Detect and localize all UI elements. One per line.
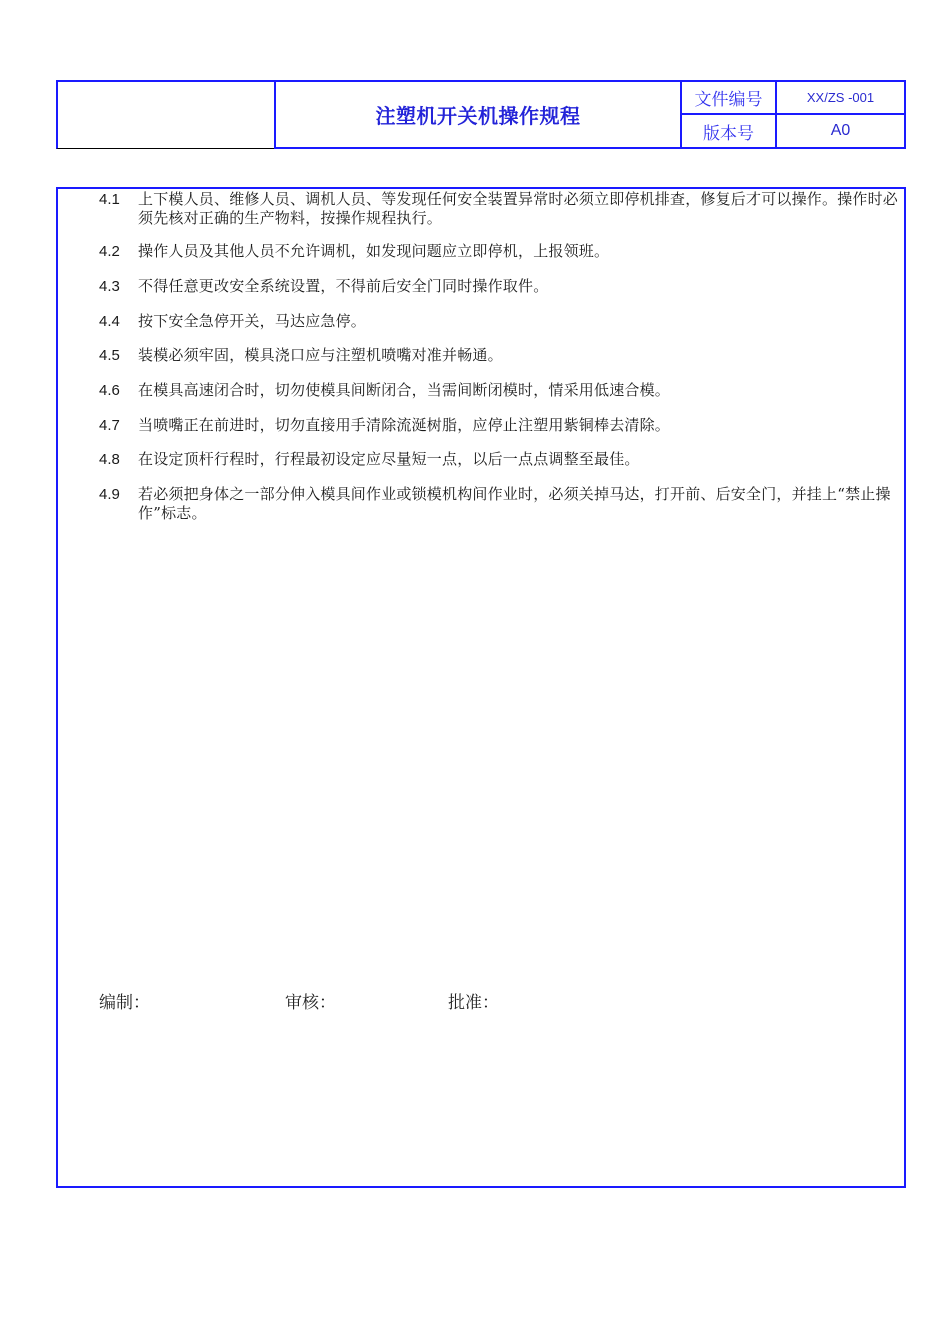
item-text: 在设定顶杆行程时，行程最初设定应尽量短一点，以后一点点调整至最佳。 xyxy=(138,450,640,468)
item-text: 按下安全急停开关，马达应急停。 xyxy=(138,312,367,330)
content-frame xyxy=(56,187,906,1188)
document-header xyxy=(56,80,906,149)
item-number: 4.4 xyxy=(99,313,120,330)
item-text: 装模必须牢固，模具浇口应与注塑机喷嘴对准并畅通。 xyxy=(138,346,503,364)
title-cell xyxy=(274,80,682,149)
item-number: 4.3 xyxy=(99,278,120,295)
reviewed-by-label: 审核： xyxy=(285,993,336,1013)
approved-by-label: 批准： xyxy=(448,993,499,1013)
item-text: 操作人员及其他人员不允许调机，如发现问题应立即停机，上报领班。 xyxy=(138,242,610,260)
item-number: 4.2 xyxy=(99,243,120,260)
item-text: 若必须把身体之一部分伸入模具间作业或锁模机构间作业时，必须关掉马达，打开前、后安全门，并挂上“禁止操作”标志。 xyxy=(138,485,891,522)
doc-number-value: XX/ZS -001 xyxy=(775,80,906,115)
logo-cell xyxy=(56,80,276,149)
item-text: 上下模人员、维修人员、调机人员、等发现任何安全装置异常时必须立即停机排查，修复后才可以操作。操作时必须先核对正确的生产物料，按操作规程执行。 xyxy=(138,190,899,227)
item-text: 不得任意更改安全系统设置，不得前后安全门同时操作取件。 xyxy=(138,277,549,295)
item-number: 4.7 xyxy=(99,417,120,434)
item-text: 当喷嘴正在前进时，切勿直接用手清除流涎树脂，应停止注塑用紫铜棒去清除。 xyxy=(138,416,671,434)
document-title: 注塑机开关机操作规程 xyxy=(375,104,581,128)
item-number: 4.8 xyxy=(99,451,120,468)
item-number: 4.1 xyxy=(99,191,120,208)
doc-number-label: 文件编号 xyxy=(680,80,777,115)
item-number: 4.9 xyxy=(99,486,120,503)
prepared-by-label: 编制： xyxy=(99,993,150,1013)
item-text: 在模具高速闭合时，切勿使模具间断闭合，当需间断闭模时，情采用低速合模。 xyxy=(138,381,671,399)
item-number: 4.6 xyxy=(99,382,120,399)
version-label: 版本号 xyxy=(680,113,777,149)
item-number: 4.5 xyxy=(99,347,120,364)
version-value: A0 xyxy=(775,113,906,149)
